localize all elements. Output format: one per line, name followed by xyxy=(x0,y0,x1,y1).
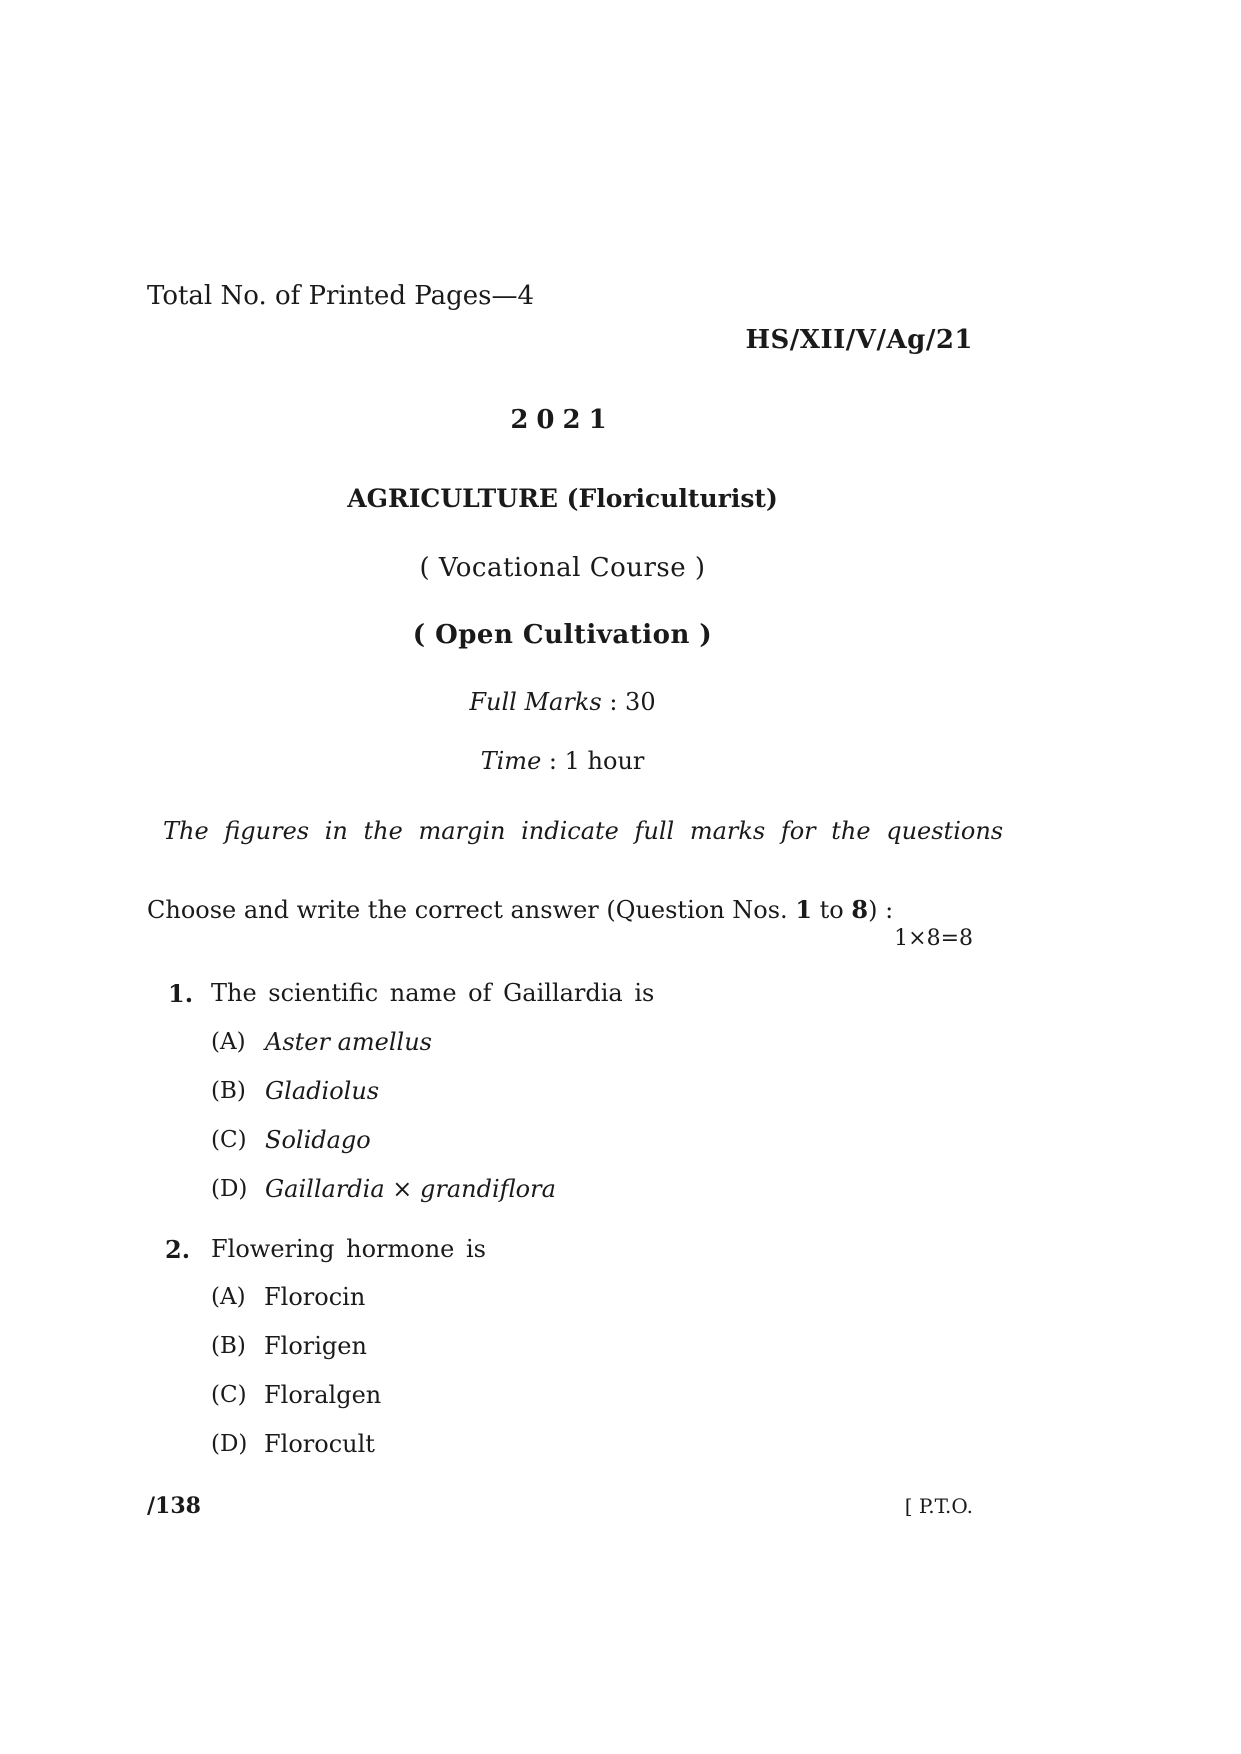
full-marks-value: : 30 xyxy=(609,688,656,716)
instructions-text-after: ) : xyxy=(868,896,894,924)
option-label: (C) xyxy=(211,1382,247,1408)
question-1-text: The scientific name of Gaillardia is xyxy=(211,979,655,1007)
time-value: : 1 hour xyxy=(548,747,645,775)
question-number: 1. xyxy=(168,979,194,1008)
question-1 xyxy=(168,979,193,1008)
full-marks xyxy=(0,688,1125,716)
paper-name: ( Open Cultivation ) xyxy=(412,620,713,650)
instructions-text-mid: to xyxy=(812,896,852,924)
option-label: (C) xyxy=(211,1127,247,1153)
section-instructions xyxy=(147,895,893,924)
page-code: /138 xyxy=(147,1493,201,1519)
full-marks-label: Full Marks xyxy=(469,688,602,716)
option-text: Florocult xyxy=(264,1430,375,1458)
option-text: Solidago xyxy=(265,1126,371,1154)
course-type: ( Vocational Course ) xyxy=(419,553,706,583)
option-label: (B) xyxy=(211,1078,246,1104)
option-label: (A) xyxy=(211,1284,246,1310)
question-number: 2. xyxy=(165,1235,191,1264)
exam-year: 2021 xyxy=(510,405,615,435)
option-text: Aster amellus xyxy=(265,1028,432,1056)
option-label: (D) xyxy=(211,1431,248,1457)
question-2 xyxy=(165,1235,190,1264)
please-turn-over: [ P.T.O. xyxy=(904,1494,973,1518)
instructions-num-to: 8 xyxy=(851,895,869,924)
instructions-num-from: 1 xyxy=(795,895,813,924)
paper-code: HS/XII/V/Ag/21 xyxy=(745,325,973,355)
printed-pages-count: Total No. of Printed Pages—4 xyxy=(147,281,534,311)
option-text xyxy=(265,1175,556,1203)
option-label: (A) xyxy=(211,1029,246,1055)
option-text-cross: × xyxy=(384,1175,421,1203)
time-label: Time xyxy=(480,747,542,775)
instructions-text-before: Choose and write the correct answer (Question Nos. xyxy=(147,896,796,924)
option-label: (B) xyxy=(211,1333,246,1359)
exam-time xyxy=(0,747,1125,775)
option-text: Gladiolus xyxy=(265,1077,380,1105)
section-marks: 1×8=8 xyxy=(894,926,973,951)
option-text: Floralgen xyxy=(264,1381,382,1409)
option-text: Florocin xyxy=(264,1283,366,1311)
question-2-text: Flowering hormone is xyxy=(211,1235,486,1263)
option-text: Florigen xyxy=(264,1332,367,1360)
option-text-genus: Gaillardia xyxy=(265,1175,385,1203)
margin-note: The figures in the margin indicate full marks for the questions xyxy=(163,817,1004,845)
option-label: (D) xyxy=(211,1176,248,1202)
option-text-species: grandiflora xyxy=(420,1175,556,1203)
subject-title: AGRICULTURE (Floriculturist) xyxy=(347,484,778,513)
